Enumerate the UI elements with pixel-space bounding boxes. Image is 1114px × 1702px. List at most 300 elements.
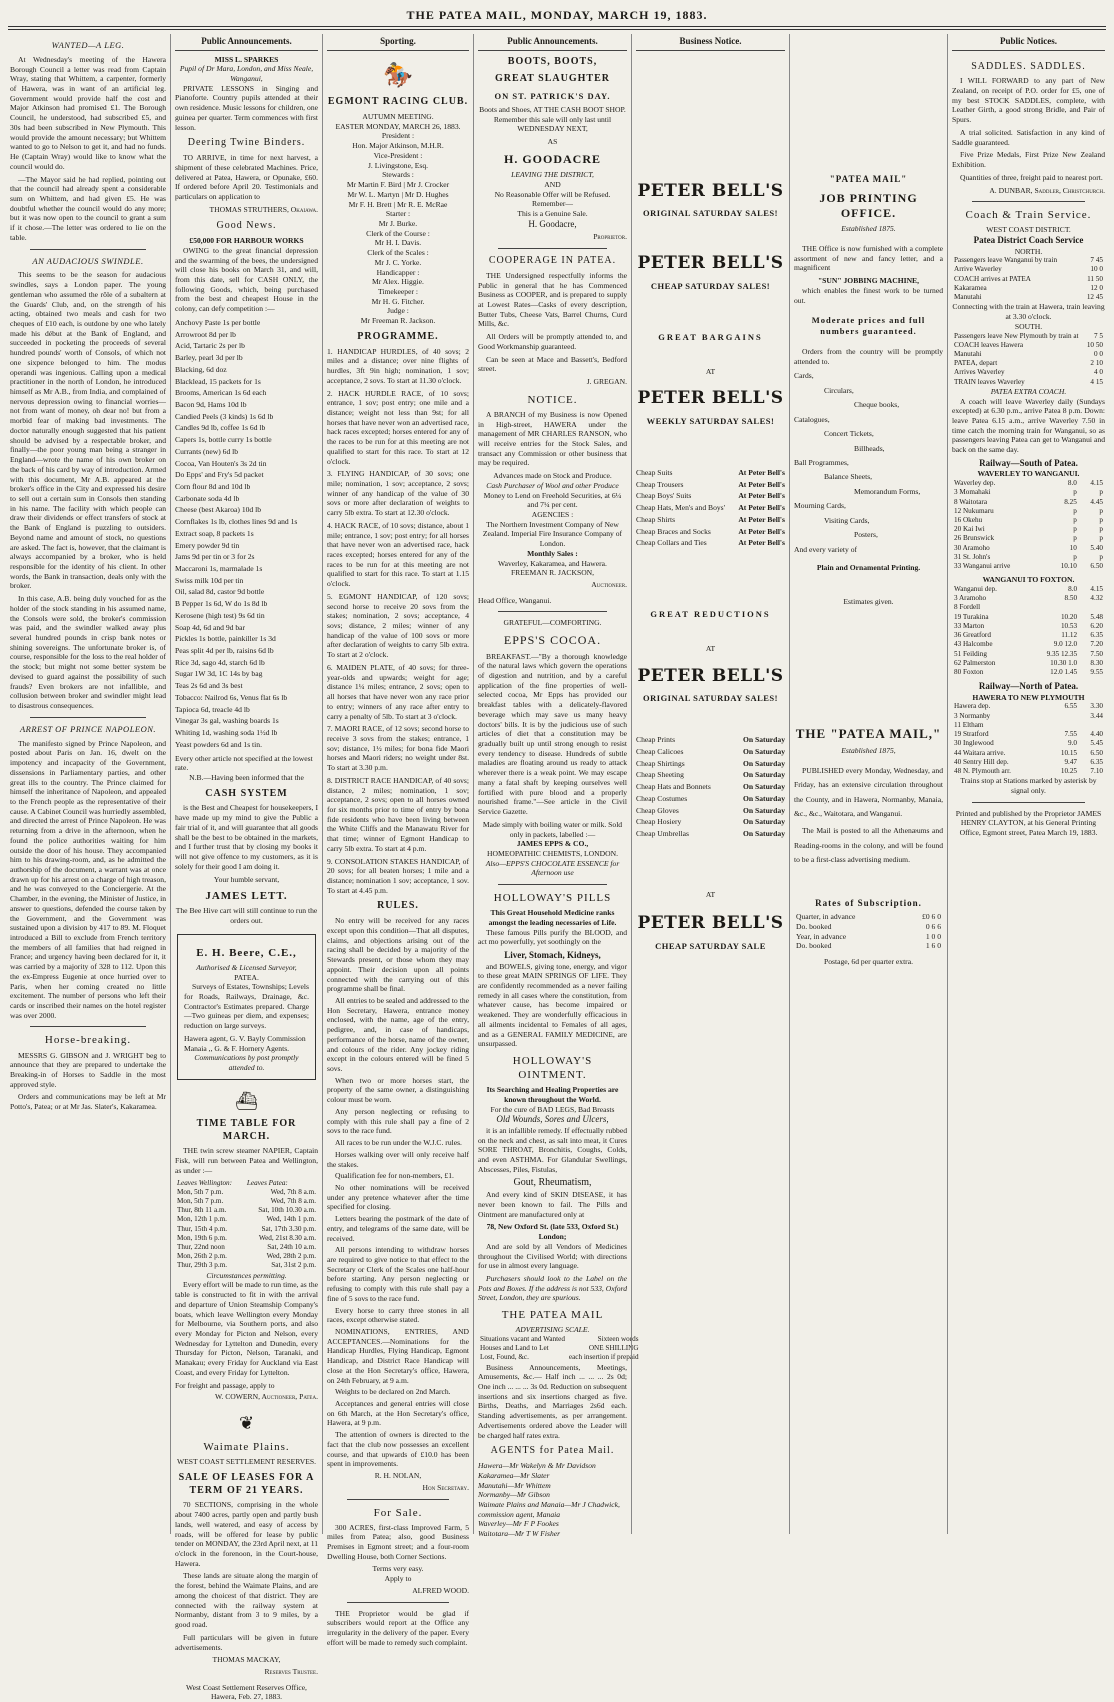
- north-cell: COACH arrives at PATEA: [954, 274, 1031, 283]
- mail-established: Established 1875,: [841, 746, 896, 755]
- rail1-cell: p: [1099, 515, 1103, 524]
- cash-nb: N.B.—Having been informed that the: [189, 772, 304, 782]
- rail1-cell: 33 Wanganui arrive: [954, 562, 1011, 571]
- programme-item: 8. DISTRICT RACE HANDICAP, of 40 sovs; distance, 2 miles; nomination, 1 sov; acceptance, 2 sovs; open to all horses owned for six months prior to time of entry by bona fide residents who have been living between the White Cliffs and the Manawatu River for that time; winner of Egmont Handicap to carry 5lb extra. To start at 4 p.m.: [327, 775, 469, 853]
- agencies-label: AGENCIES :: [531, 510, 574, 520]
- peter-bell-headline: PETER BELL'S: [637, 388, 784, 409]
- column-heading: Business Notice.: [636, 36, 785, 51]
- waimate-body-2: These lands are situate along the margin of the forest, behind the Waimate Plains, and are among the choicest of that district. They are connected with the railway system at Normanby, distant from 3 to 9 miles, by a good road.: [175, 1571, 318, 1630]
- notice-money: Money to Lend on Freehold Securities, at 6¼ and 7¼ per cent.: [483, 490, 622, 510]
- price-item: Capers 1s, bottle curry 1s bottle: [175, 435, 272, 445]
- cooper-body-3: Can be seen at Mace and Bassett's, Bedford street.: [478, 354, 627, 374]
- rail3-cell: 11 Eltham: [954, 720, 984, 729]
- rail2-cell: Wanganui dep.: [954, 584, 997, 593]
- mail-title: THE "PATEA MAIL,": [795, 726, 942, 742]
- timetable-cell: Thur, 29th 3 p.m.: [177, 1261, 228, 1270]
- saturday-item-label: Cheap Sheeting: [636, 770, 684, 780]
- work-item: And every variety of: [794, 544, 858, 554]
- saturday-item-value: On Saturday: [743, 782, 785, 792]
- price-item: Emery powder 9d tin: [175, 540, 240, 550]
- estimates-given: Estimates given.: [843, 596, 894, 606]
- price-item: Kerosene (high test) 9s 6d tin: [175, 610, 265, 620]
- agent-item: Waverley—Mr F P Fookes: [478, 1519, 559, 1529]
- saturday-item-label: Cheap Prints: [636, 735, 676, 745]
- saturday-item-label: Cheap Costumes: [636, 793, 688, 803]
- rail2-cell: 6.35: [1090, 631, 1103, 640]
- saturday-item: [636, 746, 785, 758]
- epps-made: Made simply with boiling water or milk. Sold only in packets, labelled :—: [482, 819, 623, 839]
- rail3-cell: [1047, 712, 1079, 721]
- north-row: [952, 265, 1105, 274]
- beere-note: Communications by post promptly attended to.: [194, 1053, 299, 1072]
- notice-cash: Cash Purchaser of Wool and other Produce: [486, 480, 619, 490]
- scale-cell: Situations vacant and Wanted: [480, 1334, 565, 1343]
- rail1-row: [952, 498, 1105, 507]
- rail1-cell: p: [1073, 515, 1077, 524]
- sparkes-subtitle: Pupil of Dr Mara, London, and Miss Neale, Wanganui,: [179, 64, 314, 83]
- ointment-address: 78, New Oxford St. (late 533, Oxford St.) London;: [486, 1222, 619, 1242]
- at-word: AT: [705, 366, 716, 376]
- divider: [347, 1499, 449, 1500]
- rail3-cell: 10.25: [1060, 766, 1078, 775]
- rail3-row: [952, 712, 1105, 721]
- saturday-item-value: On Saturday: [743, 758, 785, 768]
- work-item: Ball Programmes,: [794, 457, 849, 467]
- work-item: Cards,: [794, 371, 814, 381]
- rail1-row: [952, 562, 1105, 571]
- scale-body: Business Announcements, Meetings, Amusements, &c.— Half inch ... ... ... 2s 0d; One inch ... ... ... 3s 0d. Reduction on subsequent insertions and six insertions charged as five. Births, Deaths, and Marriages 2s6d each. Standing advertisements, as per arrangement. Advertisements ordered above the Leader will be charged half rates extra.: [478, 1362, 627, 1440]
- rail3-row: [952, 758, 1105, 767]
- north-row: [952, 284, 1105, 293]
- cheap-item-label: Cheap Shirts: [636, 514, 676, 524]
- cheap-item: [636, 490, 785, 502]
- cash-body: is the Best and Cheapest for housekeepers, I have made up my mind to give the Public a fair trial of it, and will guarantee that all goods shall be the best to be obtained in the markets, and I further trust that by closing my books it will not give offence to my customers, as it is solely for their good I am doing it.: [175, 803, 318, 871]
- rail3-cell: 3.30: [1090, 702, 1103, 711]
- twine-sign: THOMAS STRUTHERS, Okaiawa.: [209, 204, 318, 214]
- rail1-cell: p: [1099, 534, 1103, 543]
- timetable-cell: Sat, 10th 10.30 a.m.: [258, 1206, 316, 1215]
- sale-apply: Apply to: [384, 1574, 412, 1584]
- notice-advances: Advances made on Stock and Produce.: [493, 471, 612, 481]
- lett-intro: Your humble servant,: [213, 874, 280, 884]
- rail3-cell: 9.47: [1064, 757, 1078, 766]
- printing-title: "PATEA MAIL": [829, 174, 908, 184]
- rule-item: Letters bearing the postmark of the date of entry, and telegrams of the same date, will be received.: [327, 1214, 469, 1243]
- racehorse-icon: 🏇: [383, 62, 413, 89]
- price-item: Extract soap, 8 packets 1s: [175, 528, 254, 538]
- saturday-item: [636, 781, 785, 793]
- rail1-cell: p: [1099, 525, 1103, 534]
- rail1-cell: 16 Okehu: [954, 515, 983, 524]
- timetable-cell: Mon, 5th 7 p.m.: [177, 1196, 224, 1205]
- saddles-body: I WILL FORWARD to any part of New Zealand, on receipt of P.O. order for £5, one of my best STOCK SADDLES, complete, with Leather Girth, a good strong Bridle, and Pair of Spurs.: [952, 76, 1105, 125]
- agent-item: Manutahi—Mr Whittem: [478, 1480, 551, 1490]
- rail1-row: [952, 544, 1105, 553]
- work-item: Mourning Cards,: [794, 501, 846, 511]
- rail1-row: [952, 525, 1105, 534]
- twine-body: TO ARRIVE, in time for next harvest, a shipment of these celebrated Machines. Price, delivered at Patea, Hawera, or Opunake, £60. If ordered before April 20. Testimonials and particulars on application to: [175, 153, 318, 201]
- timetable-cell: Wed, 21st 8.30 a.m.: [258, 1233, 316, 1242]
- north-cell: Arrive Waverley: [954, 265, 1002, 274]
- epps-title: EPPS'S COCOA.: [503, 633, 602, 648]
- rail2-cell: 10.20: [1060, 612, 1078, 621]
- saddles-title: SADDLES. SADDLES.: [971, 60, 1086, 72]
- rule-item: Any person neglecting or refusing to comply with this rule shall pay a fine of 2 sovs to the race fund.: [327, 1106, 469, 1136]
- agent-item: Waitotara—Mr T W Fisher: [478, 1529, 561, 1539]
- rail2-cell: 8 Fordell: [954, 603, 981, 612]
- sale-body: 300 ACRES, first-class Improved Farm, 5 miles from Patea; also, good Business Premises in Egmont street; and a four-room Dwelling House, both Corner Sections.: [327, 1522, 469, 1561]
- rail3-cell: 6.35: [1090, 757, 1103, 766]
- price-item: Anchovy Paste 1s per bottle: [175, 317, 261, 327]
- meeting-name: AUTUMN MEETING.: [362, 112, 434, 122]
- and-word: AND: [544, 179, 561, 189]
- price-item: Rice 3d, sago 4d, starch 6d lb: [175, 657, 265, 667]
- beere-place: PATEA.: [234, 972, 259, 982]
- timetable-freight: For freight and passage, apply to: [175, 1380, 275, 1390]
- rule-item: When two or more horses start, the property of the same owner, a distinguishing colour must be worn.: [327, 1075, 469, 1105]
- rail1-cell: 8.0: [1067, 479, 1077, 488]
- price-item: Arrowroot 8d per lb: [175, 329, 236, 339]
- saturday-item-value: On Saturday: [743, 735, 785, 745]
- rates-row: [794, 932, 943, 942]
- sparkes-body: PRIVATE LESSONS in Singing and Pianoforte. Country pupils attended at their own residence. Music lessons for children, one guinea per quarter. Term commences with first lesson.: [175, 83, 318, 132]
- north-cell: 7 45: [1090, 256, 1103, 265]
- article-paragraph: In this case, A.B. being duly vouched for as the holder of the stock standing in his assumed name, the Consols were sold, the broker's commission was paid, and the swindler walked away plus several hundred pounds in crisp bank notes or shining sovereigns. The unfortunate broker is, of course, responsible for the loss to the real holder of the stock; but might not some better system be devised to guard against the possibility of such frauds? Even brokers are not infallible, and collusion between broker and swindler might lead to disastrous consequences.: [10, 594, 166, 711]
- ointment-old: Old Wounds, Sores and Ulcers,: [496, 1114, 609, 1125]
- price-item: Peas split 4d per lb, raisins 6d lb: [175, 646, 274, 656]
- scale-cell: each insertion if prepaid: [568, 1353, 639, 1362]
- saturday-item-label: Cheap Hats and Bonnets: [636, 782, 711, 792]
- rail2-row: [952, 585, 1105, 594]
- cheap-item-label: Cheap Braces and Socks: [636, 526, 711, 536]
- rule-item: Horses walking over will only receive half the stakes.: [327, 1149, 469, 1169]
- cheap-item: [636, 537, 785, 549]
- patrick-headline: ON ST. PATRICK'S DAY.: [494, 91, 611, 102]
- cheap-item-value: At Peter Bell's: [738, 479, 785, 489]
- rail1-title: Railway—South of Patea.: [979, 457, 1078, 468]
- work-item: Visiting Cards,: [824, 515, 870, 525]
- cheap-item: [636, 502, 785, 514]
- rail2-cell: 43 Halcombe: [954, 640, 993, 649]
- rail3-cell: [1047, 721, 1079, 730]
- scale-sub: ADVERTISING SCALE.: [515, 1325, 590, 1335]
- rule-item: All entries to be sealed and addressed to the Hon Secretary, Hawera, entrance money enclosed, with the name, age of the entry, pedigree, and, in case of handicaps, performance of the horse, name of the owner, and colours of the rider. Any jockey riding except in the colours entered will be fined 5 sovs.: [327, 996, 469, 1074]
- rail2-cell: 10.53: [1060, 621, 1078, 630]
- divider: [30, 249, 146, 250]
- sparkes-name: MISS L. SPARKES: [214, 54, 279, 64]
- rail2-row: [952, 640, 1105, 649]
- south-row: [952, 368, 1105, 377]
- agents-list: [478, 1461, 627, 1539]
- top-rule-2: [8, 29, 1106, 30]
- cheap-item: [636, 526, 785, 538]
- north-cell: Passengers leave Wanganui by train: [954, 256, 1058, 265]
- goodacre-name: H. GOODACRE: [503, 151, 601, 166]
- rail2-cell: 8.50: [1064, 594, 1078, 603]
- rail3-cell: 10.15: [1060, 748, 1078, 757]
- official-line: Timekeeper :: [377, 286, 418, 296]
- rail3-row: [952, 721, 1105, 730]
- south-cell: PATEA, depart: [954, 359, 998, 368]
- cheap-item-label: Cheap Suits: [636, 467, 673, 477]
- rail3-row: [952, 730, 1105, 739]
- rail1-row: [952, 534, 1105, 543]
- rail1-table: [952, 479, 1105, 571]
- coach-head: Patea District Coach Service: [973, 235, 1084, 246]
- programme-item: 2. HACK HURDLE RACE, of 10 sovs; entrance, 1 sov; post entry; one mile and a distance; weight not less than 9st; for all horses that have never won an advertised race, hack races excepted; horses entered for any of the races to be run for at this meeting are not qualified to start for this race. To start at 12 o'clock.: [327, 388, 469, 466]
- timetable-cell: Wed, 7th 8 a.m.: [270, 1187, 316, 1196]
- price-item: Acid, Tartaric 2s per lb: [175, 341, 245, 351]
- scale-cell: Sixteen words: [597, 1334, 639, 1343]
- saturday-item-label: Cheap Calicoes: [636, 746, 684, 756]
- rule-item: No entry will be received for any races except upon this condition—That all disputes, claims, and objections arising out of the racing shall be decided by a majority of the Stewards present, or those whom they may appoint. Their decision upon all points connected with the carrying out of this programme shall be final.: [327, 916, 469, 994]
- rail2-cell: 80 Foxton: [954, 667, 984, 676]
- article-paragraph: At Wednesday's meeting of the Hawera Borough Council a letter was read from Captain Wray, stating that Whittem, a carpenter, formerly of Hawera, was in want of an artificial leg. Government would provide half the cost and Major Atkinson had promised £1. The Borough Council, he understood, had subscribed £5, and 30s had been subscribed in New Plymouth. This would provide the amount necessary; but Whittem wanted to go to Nelson to get it, and had no funds. He (Captain Wray) would like to know what the council would do.: [10, 54, 166, 171]
- saturday-item-value: On Saturday: [743, 828, 785, 838]
- waimate-foot: West Coast Settlement Reserves Office, Hawera, Feb. 27, 1883.: [186, 1682, 307, 1702]
- north-cell: 10 0: [1090, 265, 1103, 274]
- at-word: AT: [705, 643, 716, 653]
- peter-bell-headline: PETER BELL'S: [637, 913, 784, 934]
- column-notices: [947, 34, 1109, 1534]
- rail1-cell: 8.25: [1064, 497, 1077, 506]
- waimate-sign-2: Reserves Trustee.: [264, 1666, 318, 1676]
- cheap-item-value: At Peter Bell's: [738, 491, 785, 501]
- north-label: NORTH.: [1014, 246, 1043, 256]
- agencies-body: The Northern Investment Company of New Zealand. Imperial Fire Insurance Company of London.: [482, 519, 623, 549]
- saturday-item-label: Cheap Shirtings: [636, 758, 685, 768]
- saturday-item: [636, 828, 785, 840]
- pills-organs: Liver, Stomach, Kidneys,: [504, 950, 601, 961]
- saturday-item-value: On Saturday: [743, 805, 785, 815]
- ointment-gout: Gout, Rheumatism,: [513, 1177, 592, 1189]
- sale-sign: ALFRED WOOD.: [412, 1585, 469, 1595]
- cheap-item-label: Cheap Hats, Men's and Boys': [636, 503, 726, 513]
- sale-title: For Sale.: [373, 1506, 423, 1519]
- article-title-swindle: AN AUDACIOUS SWINDLE.: [32, 255, 144, 266]
- ointment-body: it is an infallible remedy. If effectually rubbed on the neck and chest, as salt into meat, it Cures SORE THROAT, Bronchitis, Coughs, Colds, and even ASTHMA. For Glandular Swellings, Abscesses, Piles, Fistulas,: [478, 1125, 627, 1174]
- agent-item: Kakaramea—Mr Slater: [478, 1470, 550, 1480]
- proprietor-note: THE Proprietor would be glad if subscribers would report at the Office any irregularity in the delivery of the paper. Every effort will be made to remedy such complaint.: [327, 1608, 469, 1647]
- peter-bell-sub: CHEAP SATURDAY SALES!: [650, 280, 771, 291]
- timetable-cell: Sat, 24th 10 a.m.: [267, 1243, 316, 1252]
- article-title-napoleon: ARREST OF PRINCE NAPOLEON.: [19, 723, 157, 734]
- saddles-sign: A. DUNBAR, Saddler, Christchurch.: [989, 185, 1105, 195]
- timetable-cell: Thur, 8th 11 a.m.: [177, 1206, 227, 1215]
- lett-foot: The Bee Hive cart will still continue to run the orders out.: [175, 906, 318, 926]
- pills-sub: This Great Household Medicine ranks amongst the leading necessaries of Life.: [488, 908, 617, 927]
- printing-body: THE Office is now furnished with a complete assortment of new and fancy letter, and a magnificent: [794, 243, 943, 273]
- peter-bell-sub: ORIGINAL SATURDAY SALES!: [643, 208, 778, 219]
- steamship-icon: ⛴: [235, 1090, 258, 1111]
- rail2-cell: 3 Aramoho: [954, 594, 987, 603]
- rail2-cell: 9.55: [1090, 667, 1103, 676]
- north-cell: Kakaramea: [954, 283, 987, 292]
- saturday-item: [636, 734, 785, 746]
- saturday-item: [636, 758, 785, 770]
- price-item: Brooms, American 1s 6d each: [175, 388, 267, 398]
- beere-title: Authorised & Licensed Surveyor,: [196, 962, 297, 972]
- official-line: Starter :: [385, 209, 411, 219]
- rail1-row: [952, 488, 1105, 497]
- official-line: Mr Alex. Higgie.: [372, 277, 424, 287]
- divider: [30, 717, 146, 718]
- beere-body: Surveys of Estates, Townships; Levels for Roads, Railways, Drainage, &c. Contractor's Estimates prepared. Charge—Two guineas per diem, and expenses; reduction on large surveys.: [184, 982, 309, 1031]
- beere-name: E. H. Beere, C.E.,: [196, 946, 297, 959]
- south-cell: COACH leaves Hawera: [954, 340, 1024, 349]
- remember-text: Remember—: [532, 199, 573, 209]
- rail2-row: [952, 613, 1105, 622]
- pills-body: These famous Pills purify the BLOOD, and act mo powerfully, yet soothingly on the: [478, 927, 627, 947]
- saturday-item: [636, 793, 785, 805]
- prices-foot: Every other article not specified at the lowest rate.: [175, 753, 313, 773]
- official-line: Mr Freeman R. Jackson.: [360, 316, 436, 326]
- price-item: Corn flour 8d and 10d lb: [175, 481, 251, 491]
- official-line: Mr W. L. Martyn | Mr D. Hughes: [347, 189, 449, 199]
- saturday-item-value: On Saturday: [743, 770, 785, 780]
- timetable-row: [175, 1252, 318, 1261]
- column-heading: Public Announcements.: [175, 36, 318, 51]
- monthly-body: Waverley, Kakaramea, and Hawera.: [498, 558, 607, 568]
- saturday-goods-list: [636, 734, 785, 839]
- rates-cell: 0 6 6: [925, 921, 941, 931]
- rail2-cell: [1079, 603, 1105, 612]
- rail3-row: [952, 739, 1105, 748]
- epps-also: Also—EPPS'S CHOCOLATE ESSENCE for Afternoon use: [485, 858, 620, 878]
- official-line: Handicapper :: [376, 267, 420, 277]
- official-line: Mr H. I. Davis.: [374, 238, 422, 248]
- work-item: Catalogues,: [794, 414, 830, 424]
- peter-bell-headline: PETER BELL'S: [637, 253, 784, 274]
- south-cell: 4 15: [1090, 377, 1103, 386]
- price-item: Cocoa, Van Houten's 3s 2d tin: [175, 458, 267, 468]
- sun-machine: "SUN" JOBBING MACHINE,: [817, 276, 920, 286]
- lett-name: JAMES LETT.: [205, 890, 288, 903]
- cheap-item: [636, 514, 785, 526]
- as-word: AS: [547, 137, 558, 147]
- saturday-item-label: Cheap Umbrellas: [636, 828, 689, 838]
- north-cell: 12 0: [1090, 283, 1103, 292]
- epps-body: BREAKFAST.—"By a thorough knowledge of the natural laws which govern the operations of digestion and nutrition, and by a careful application of the fine properties of well-selected cocoa, Mr Epps has provided our breakfast tables with a delicately-flavored beverage which may save us many heavy doctors' bills. It is by the judicious use of such articles of diet that a constitution may be gradually built up until strong enough to resist every tendency to disease. Hundreds of subtle maladies are floating around us ready to attack wherever there is a weak point. We may escape many a fatal shaft by keeping ourselves well fortified with pure blood and a properly nourished frame."—See article in the Civil Service Gazette.: [478, 651, 627, 817]
- price-item: Blacking, 6d doz: [175, 364, 227, 374]
- epps-homeo: HOMEOPATHIC CHEMISTS, LONDON.: [487, 848, 618, 858]
- agent-item: Waimate Plains and Manaia—Mr J Chadwick, commission agent, Manaia: [478, 1500, 620, 1519]
- price-item: Sugar 1W 3d, 1C 14s by bag: [175, 669, 263, 679]
- coach-title: Coach & Train Service.: [965, 209, 1092, 222]
- saturday-item-label: Cheap Gloves: [636, 805, 679, 815]
- rail2-row: [952, 631, 1105, 640]
- waimate-body: 70 SECTIONS, comprising in the whole about 7400 acres, partly open and partly bush lands, well watered, and easy of access by roads, will be offered for lease by public tender on MONDAY, the 23rd April next, at 11 o'clock in the forenoon, in the Court-house, Hawera.: [175, 1500, 318, 1568]
- club-name: EGMONT RACING CLUB.: [327, 96, 469, 108]
- rail1-cell: 5.40: [1090, 543, 1103, 552]
- rule-item: All persons intending to withdraw horses are required to give notice to that effect to the Secretary or Clerk of the Scales one half-hour before starting. Any person neglecting or refusing to comply with this rule shall pay a fine of 5 sovs to the race fund.: [327, 1245, 469, 1303]
- at-word: AT: [705, 889, 716, 899]
- horse-breaking-body: MESSRS G. GIBSON and J. WRIGHT beg to announce that they are prepared to undertake the Breaking-in of Horses to Saddle in the most approved style.: [10, 1050, 166, 1089]
- rule-item: Acceptances and general entries will close on 6th March, at the Hon Secretary's office, Hawera, at 9 p.m.: [327, 1399, 469, 1428]
- ointment-body-2: And every kind of SKIN DISEASE, it has never been known to fail. The Pills and Ointment are manufactured only at: [478, 1190, 627, 1219]
- cheap-item: [636, 467, 785, 479]
- saturday-item: [636, 769, 785, 781]
- rates-cell: Quarter, in advance: [796, 912, 856, 922]
- reductions-headline: GREAT REDUCTIONS: [650, 609, 771, 620]
- divider: [972, 802, 1085, 803]
- imprint: Printed and published by the Proprietor JAMES HENRY CLAYTON, at his General Printing Office, Egmont street, Patea March 19, 1883.: [955, 808, 1102, 838]
- rail1-cell: 12 Nukumaru: [954, 506, 994, 515]
- official-line: Stewards :: [382, 170, 414, 180]
- twine-title: Deering Twine Binders.: [187, 137, 306, 149]
- official-line: Clerk of the Course :: [366, 228, 430, 238]
- cash-system: CASH SYSTEM: [205, 787, 288, 799]
- cooper-sign: J. GREGAN.: [586, 377, 627, 387]
- saddles-freight: Quantities of three, freight paid to nearest port.: [960, 172, 1103, 182]
- rule-item: No other nominations will be received under any pretence whatever after the time specified for closing.: [327, 1182, 469, 1212]
- rail1-cell: p: [1073, 525, 1077, 534]
- boots-headline: BOOTS, BOOTS,: [507, 55, 598, 67]
- rates-cell: 1 0 0: [925, 931, 941, 941]
- south-cell: 7 5: [1094, 331, 1103, 340]
- rail2-cell: [1025, 603, 1079, 612]
- column-announcements-2: [473, 34, 639, 1539]
- price-item: Cornflakes 1s lb, clothes lines 9d and 1s: [175, 517, 298, 527]
- scale-row: [478, 1353, 641, 1362]
- north-cell: 11 50: [1087, 274, 1103, 283]
- rail2-row: [952, 650, 1105, 659]
- rates-cell: Do. booked: [796, 941, 832, 951]
- rail1-cell: p: [1099, 552, 1103, 561]
- agents-title: AGENTS for Patea Mail.: [490, 1445, 615, 1457]
- rail1-cell: 26 Brunswick: [954, 534, 995, 543]
- scale-cell: Lost, Found, &c.: [480, 1353, 529, 1362]
- north-cell: 12 45: [1086, 293, 1103, 302]
- timetable-cell: Mon, 5th 7 p.m.: [177, 1187, 224, 1196]
- rail3-cell: 6.55: [1064, 702, 1078, 711]
- waimate-head: SALE OF LEASES FOR A TERM OF 21 YEARS.: [178, 1471, 315, 1496]
- peter-bell-headline: PETER BELL'S: [637, 180, 784, 201]
- official-line: Judge :: [387, 306, 409, 316]
- timetable-cell: Wed, 28th 2 p.m.: [266, 1252, 316, 1261]
- waimate-title: Waimate Plains.: [203, 1441, 290, 1454]
- harbour-headline: £50,000 FOR HARBOUR WORKS: [189, 236, 304, 246]
- agent-item: Normanby—Mr Gibson: [478, 1490, 550, 1500]
- timetable-cell: Mon, 19th 6 p.m.: [177, 1233, 227, 1242]
- pills-body-2: and BOWELS, giving tone, energy, and vigor to these great MAIN SPRINGS OF LIFE. They are confidently recommended as a never failing remedy in all cases where the constitution, from whatever cause, has become impaired or weakened. They are wonderfully efficacious in all ailments incidental to Females of all ages, and as a GENERAL FAMILY MEDICINE, are unsurpassed.: [478, 961, 627, 1049]
- rates-title: Rates of Subscription.: [815, 897, 922, 908]
- programme-item: 9. CONSOLATION STAKES HANDICAP, of 20 sovs; for all beaten horses; 1 mile and a distance; nomination 1 sov; acceptance, 1 sov. To start at 4.45 p.m.: [327, 856, 469, 895]
- masthead: THE PATEA MAIL, MONDAY, MARCH 19, 1883.: [406, 8, 708, 22]
- rail2-cell: 7.50: [1090, 649, 1103, 658]
- rail3-cell: 19 Stratford: [954, 730, 989, 739]
- sale-terms: Terms very easy.: [372, 1564, 424, 1574]
- saturday-item-value: On Saturday: [743, 793, 785, 803]
- cheap-item-value: At Peter Bell's: [738, 526, 785, 536]
- price-item: Yeast powders 6d and 1s tin.: [175, 739, 262, 749]
- harbour-body: OWING to the great financial depression and the swarming of the bees, the undersigned will close his books on March 31, and will, from this date, sell for CASH ONLY, the following Goods, which, being purchased from the best and cheapest House in the colony, can defy competition :—: [175, 245, 318, 314]
- bargains-headline: GREAT BARGAINS: [658, 331, 763, 342]
- programme-list: [327, 347, 469, 896]
- south-row: [952, 350, 1105, 359]
- rates-cell: 1 6 0: [925, 941, 941, 951]
- rail2-title: WANGANUI TO FOXTON.: [982, 575, 1075, 585]
- rail3-cell: 7.10: [1090, 766, 1103, 775]
- scale-title: THE PATEA MAIL: [501, 1309, 604, 1322]
- cheap-item: [636, 479, 785, 491]
- rule-item: Weights to be declared on 2nd March.: [335, 1387, 451, 1397]
- divider: [347, 1602, 449, 1603]
- coach-sub: WEST COAST DISTRICT.: [986, 225, 1071, 235]
- timetable-row: [175, 1225, 318, 1234]
- rail3-cell: 4.40: [1090, 730, 1103, 739]
- south-cell: 0 0: [1094, 349, 1103, 358]
